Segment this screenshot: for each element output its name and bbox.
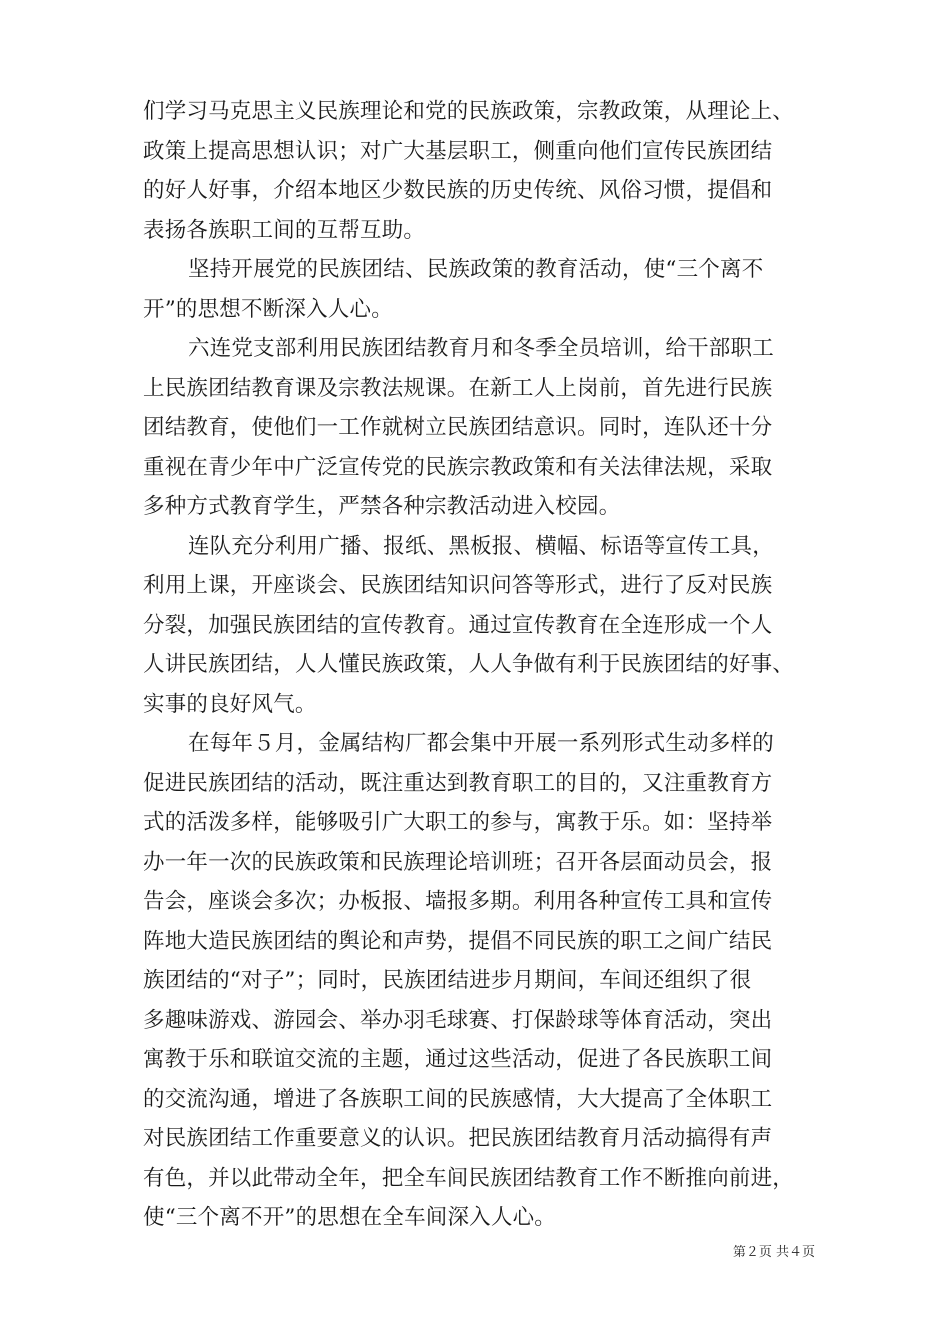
text-line: 六连党支部利用民族团结教育月和冬季全员培训，给干部职工 xyxy=(188,336,774,361)
paragraph-2 xyxy=(143,250,823,329)
text-line: 实事的良好风气。 xyxy=(143,691,317,717)
text-line: 坚持开展党的民族团结、民族政策的教育活动，使“三个离不 xyxy=(188,257,764,282)
paragraph-5 xyxy=(143,724,823,1238)
text-line: 式的活泼多样，能够吸引广大职工的参与，寓教于乐。如：坚持举 xyxy=(143,810,773,835)
document-body xyxy=(143,92,823,1238)
paragraph-3 xyxy=(143,329,823,527)
text-line: 使“三个离不开”的思想在全车间深入人心。 xyxy=(143,1205,556,1230)
text-line: 多趣味游戏、游园会、举办羽毛球赛、打保龄球等体育活动，突出 xyxy=(143,1007,773,1033)
text-line: 阵地大造民族团结的舆论和声势，提倡不同民族的职工之间广结民 xyxy=(143,928,773,954)
text-line: 族团结的“对子”；同时，民族团结进步月期间，车间还组织了很 xyxy=(143,968,752,993)
page-number-footer: 第２页 共４页 xyxy=(732,1245,815,1260)
text-line: 开”的思想不断深入人心。 xyxy=(143,296,393,322)
text-line: 寓教于乐和联谊交流的主题，通过这些活动，促进了各民族职工间 xyxy=(143,1047,773,1072)
text-line: 表扬各族职工间的互帮互助。 xyxy=(143,217,426,243)
text-line: 团结教育，使他们一工作就树立民族团结意识。同时，连队还十分 xyxy=(143,415,773,440)
paragraph-1 xyxy=(143,92,823,250)
text-line: 对民族团结工作重要意义的认识。把民族团结教育月活动搞得有声 xyxy=(143,1126,773,1151)
paragraph-4 xyxy=(143,527,823,725)
text-line: 人讲民族团结，人人懂民族政策，人人争做有利于民族团结的好事、 xyxy=(143,652,795,677)
text-line: 促进民族团结的活动，既注重达到教育职工的目的，又注重教育方 xyxy=(143,770,773,796)
text-line: 告会，座谈会多次；办板报、墙报多期。利用各种宣传工具和宣传 xyxy=(143,889,773,914)
text-line: 上民族团结教育课及宗教法规课。在新工人上岗前，首先进行民族 xyxy=(143,375,773,401)
text-line: 利用上课，开座谈会、民族团结知识问答等形式，进行了反对民族 xyxy=(143,573,773,598)
text-line: 多种方式教育学生，严禁各种宗教活动进入校园。 xyxy=(143,494,621,519)
text-line: 连队充分利用广播、报纸、黑板报、横幅、标语等宣传工具， xyxy=(188,533,774,559)
text-line: 政策上提高思想认识；对广大基层职工，侧重向他们宣传民族团结 xyxy=(143,138,773,164)
text-line: 的好人好事，介绍本地区少数民族的历史传统、风俗习惯，提倡和 xyxy=(143,178,773,203)
text-line: 重视在青少年中广泛宣传党的民族宗教政策和有关法律法规，采取 xyxy=(143,454,773,480)
text-line: 们学习马克思主义民族理论和党的民族政策，宗教政策，从理论上、 xyxy=(143,99,795,124)
text-line: 办一年一次的民族政策和民族理论培训班；召开各层面动员会，报 xyxy=(143,849,773,875)
text-line: 在每年５月，金属结构厂都会集中开展一系列形式生动多样的 xyxy=(188,731,774,756)
text-line: 的交流沟通，增进了各族职工间的民族感情，大大提高了全体职工 xyxy=(143,1086,773,1112)
text-line: 分裂，加强民族团结的宣传教育。通过宣传教育在全连形成一个人 xyxy=(143,612,773,638)
text-line: 有色，并以此带动全年，把全车间民族团结教育工作不断推向前进， xyxy=(143,1165,795,1191)
